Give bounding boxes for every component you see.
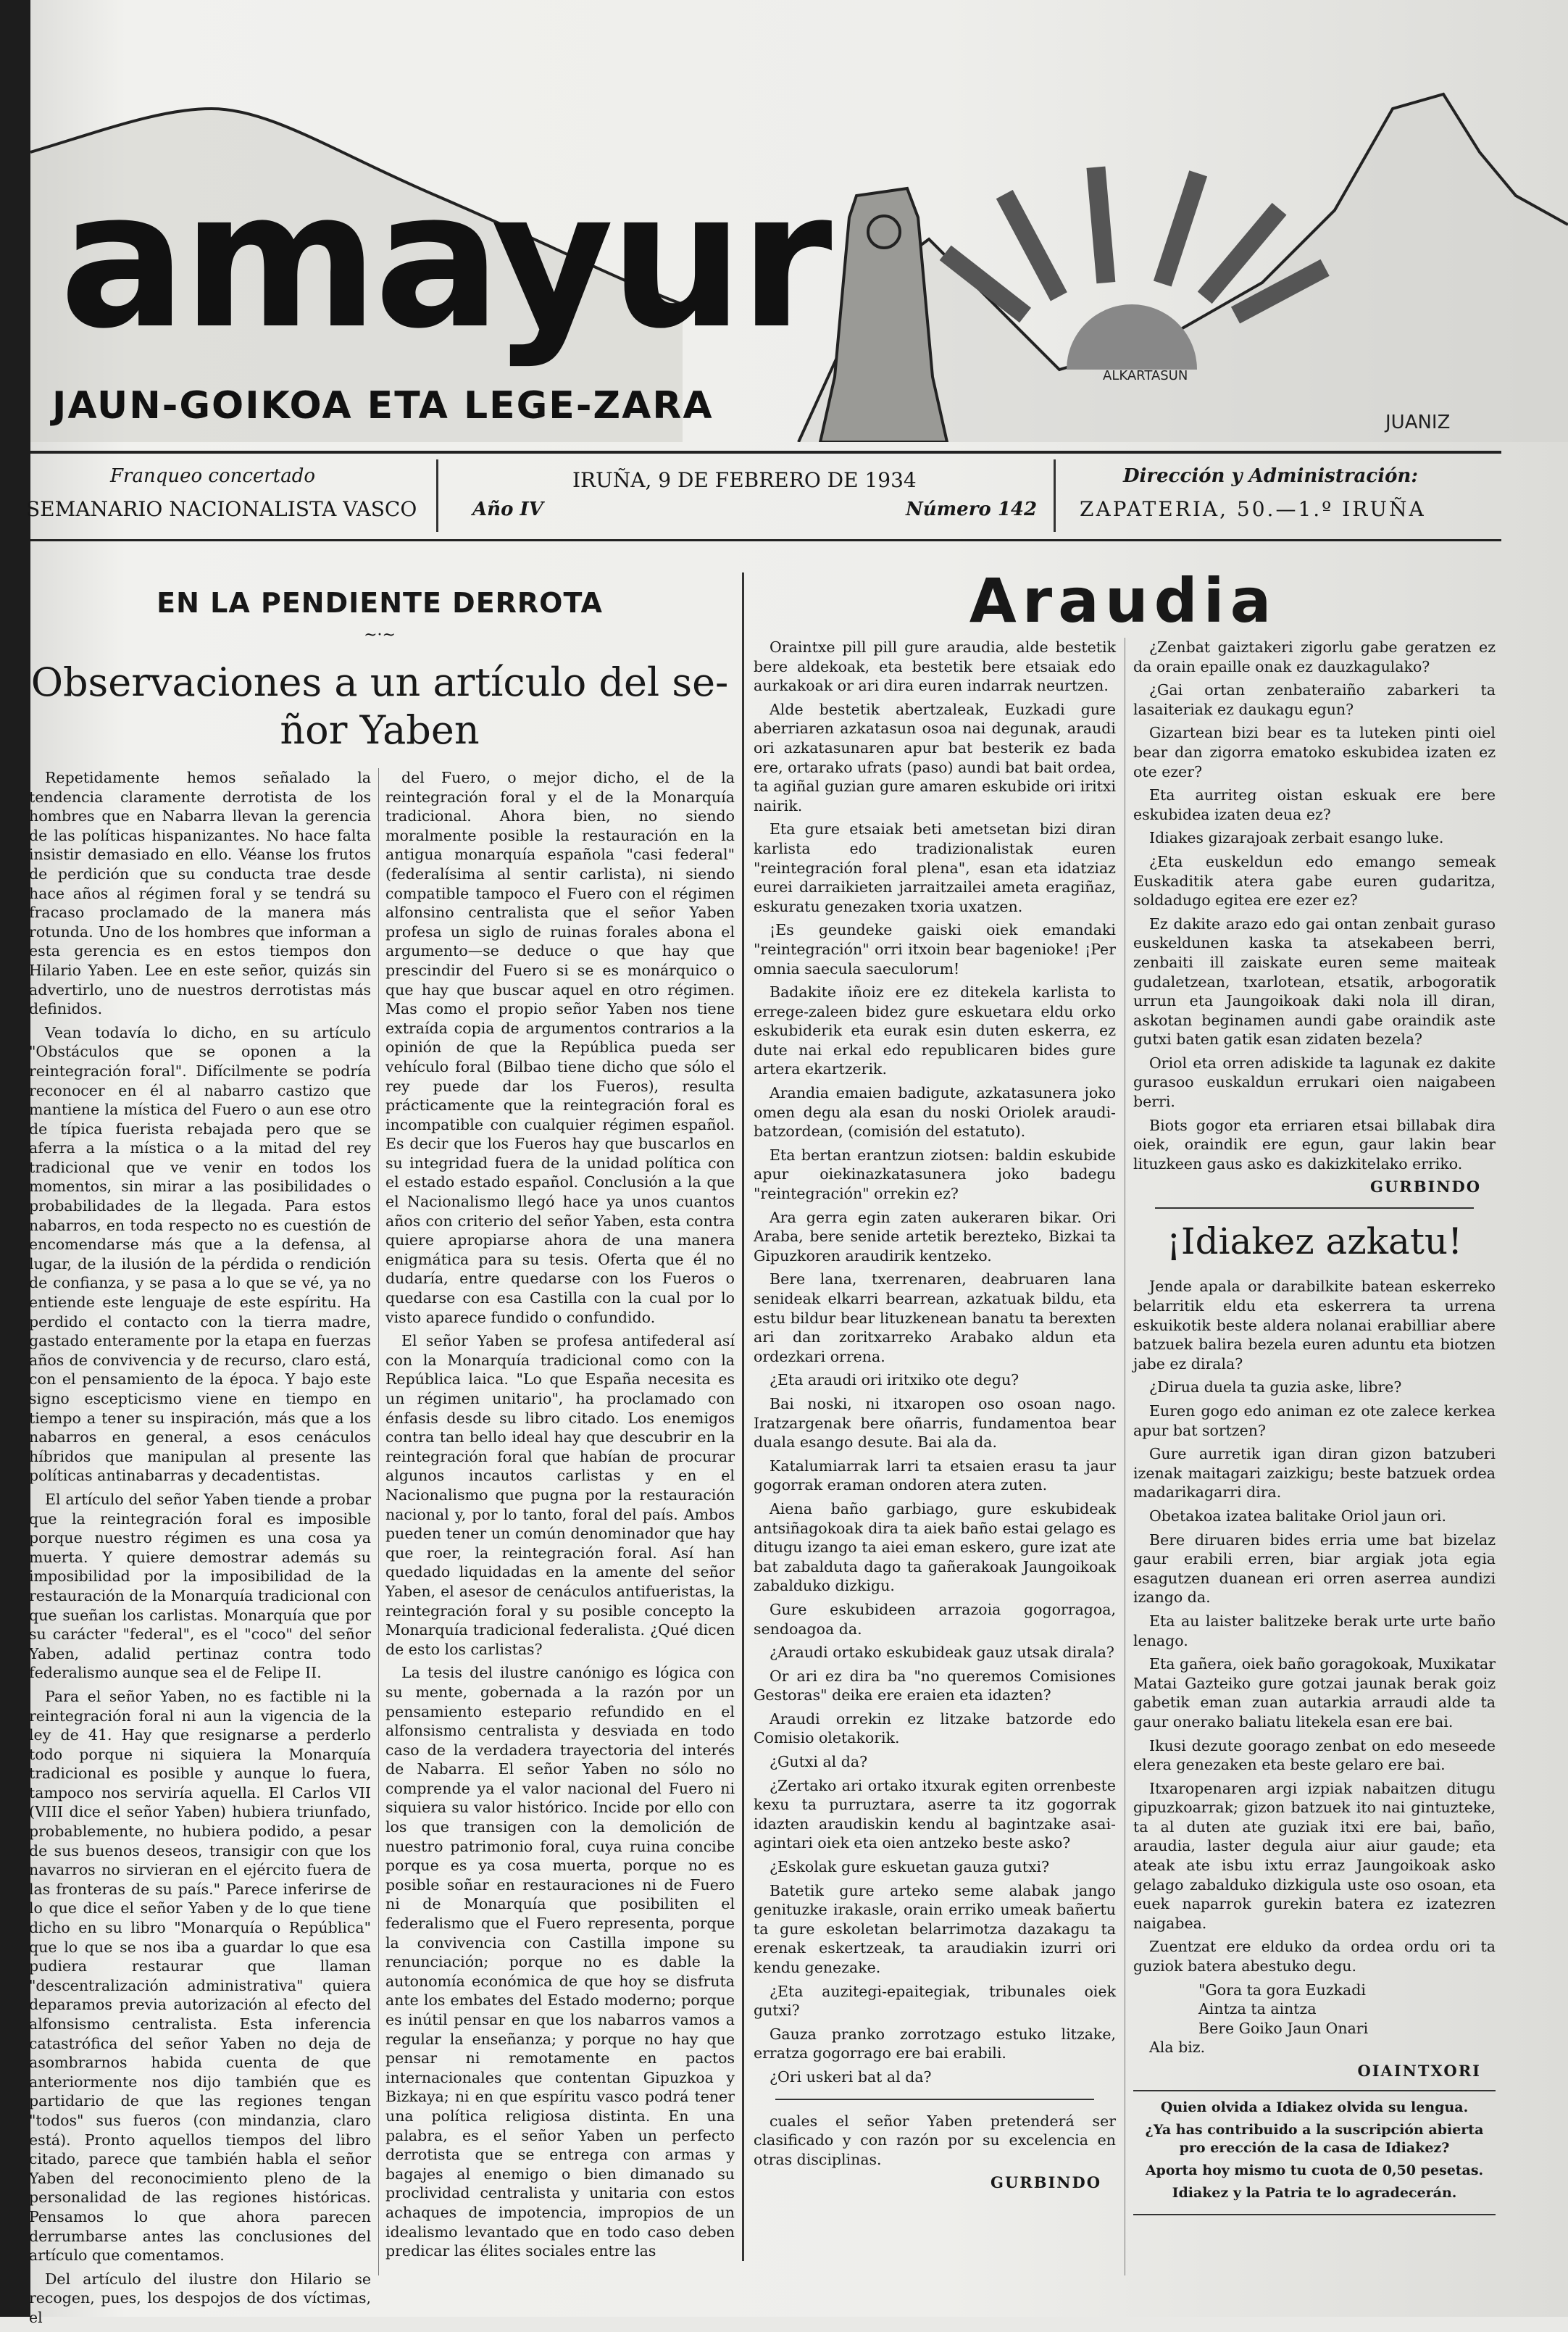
paragraph: Repetidamente hemos señalado la tendencia claramente derrotista de los hombres que en Nabarra llevan la gerencia de las políticas hispanizantes. No hace falta insistir demasiado en ello. Véanse los frutos de perdición que su conducta trae desde hace años al régimen foral y se tendrá su fracaso proclamado de la manera más rotunda. Uno de los hombres que informan a esta gerencia es en estos tiempos don Hilario Yaben. Lee en este señor, quizás sin advertirlo, uno de nuestros derrotistas más definidos. [29, 769, 371, 1018]
divider [775, 2099, 1094, 2100]
admin-address: ZAPATERIA, 50.—1.º IRUÑA [1080, 497, 1426, 521]
sun-disc [1067, 304, 1197, 370]
paragraph: Eta gañera, oiek baño goragokoak, Muxikatar Matai Gazteiko gure gotzai jaunak berak goiz gabetik eman zuan autarkia arraudi alde ta gaur onerako baliatu litekela esan ere bai. [1133, 1655, 1496, 1731]
paragraph: ¿Dirua duela ta guzia aske, libre? [1149, 1378, 1402, 1396]
paragraph: Oriol eta orren adiskide ta lagunak ez dakite gurasoo euskaldun errukari oien naigabeen berri. [1133, 1054, 1496, 1111]
paragraph: Para el señor Yaben, no es factible ni la reintegración foral ni aun la vigencia de la ley de 41. Hay que resignarse a perderlo todo porque ni siquiera la Monarquía tradicional es posible y aunque lo fuera, tampoco nos serviría aquella. El Carlos VII (VIII dice el señor Yaben) hubiera triunfado, probablemente, no hubiera podido, a pesar de sus buenos deseos, transigir con que los navarros no sirvieran en el ejército fuera de las fronteras de su país." Parece inferirse de lo que dice el señor Yaben y de lo que tiene dicho en su libro "Monarquía o República" que lo que se nos iba a guardar lo que esa pudiera restaurar que llaman "descentralización administrativa" quiera deparamos previa autorización al efecto del alfonsismo centralista. Esta inferencia catastrófica del señor Yaben no deja de asombrarnos habida cuenta de que anteriormente nos dijo también que es partidario de que las regiones tengan "todos" sus fueros (con mindanzia, claro está). Pronto aquellos tiempos del libro citado, parece que también habla el señor Yaben del reconocimiento pleno de la personalidad de las regiones históricas. Pensamos lo que ahora parecen derrumbarse antes las conclusiones del artículo que comentamos. [29, 1687, 371, 2265]
article-title-line: ñor Yaben [280, 707, 480, 753]
paragraph: ¿Eskolak gure eskuetan gauza gutxi? [770, 1858, 1050, 1876]
paragraph: Gure aurretik igan diran gizon batzuberi izenak maitagari zaizkigu; beste batzuek ordea madarikagarri dira. [1133, 1445, 1496, 1502]
paragraph: ¿Eta araudi ori iritxiko ote degu? [770, 1371, 1019, 1389]
paragraph: ¿Eta auzitegi-epaitegiak, tribunales oiek gutxi? [754, 1982, 1116, 2020]
newspaper-motto: JAUN-GOIKOA ETA LEGE-ZARA [52, 384, 714, 428]
monument [820, 188, 947, 442]
paragraph: ¿Araudi ortako eskubideak gauz utsak dirala? [770, 1644, 1114, 1662]
sun-rays [940, 167, 1330, 324]
article-signature: OIAINTXORI [1357, 2062, 1481, 2080]
article-continuation: cuales el señor Yaben pretenderá ser clasificado y con razón por su excelencia en otras disciplinas. [754, 2112, 1116, 2168]
paragraph: Aiena baño garbiago, gure eskubideak antsiñagokoak dira ta aiek baño estai gelago es ditugu izango ta aiei eman eskero, gure izat ate bat zabalduta dago ta gañerakoak Jaungoikoak zabalduko dizkigu. [754, 1499, 1116, 1595]
paragraph: Gizartean bizi bear es ta luteken pinti oiel bear dan zigorra ematoko eskubidea izaten ez ote ezer? [1133, 724, 1496, 780]
paragraph: ¿Eta euskeldun edo emango semeak Euskaditik atera gabe euren gudaritza, soldadugo egitea ere ezer ez? [1133, 852, 1496, 909]
paragraph: ¿Gutxi al da? [770, 1753, 868, 1771]
article-title: Araudia [969, 565, 1277, 636]
column-rule [742, 572, 744, 2261]
poem-line: Bere Goiko Jaun Onari [1198, 2019, 1369, 2037]
paragraph: Itxaropenaren argi izpiak nabaitzen ditugu gipuzkoarrak; gizon batzuek ito nai gintuzteke, ta al duten ate guziak itxi ere bai, baño, araudia, laster degula aiur aiur gaude; eta ateak ate isbu ixtu erraz Jaungoikoak asko gelago zabalduko dizkigula uste oso osoan, eta euek naparrok gurekin batera ez izatezren naigabea. [1133, 1779, 1496, 1932]
illustrator-signature: JUANIZ [1385, 412, 1451, 433]
paragraph: Bai noski, ni itxaropen oso osoan nago. Iratzargenak bere oñarris, fundamentoa bear duala esango desute. Bai ala da. [754, 1394, 1116, 1452]
paragraph: Batetik gure arteko seme alabak jango genituzke irakasle, orain erriko umeak bañertu ta gure eskoletan belarrimotza dazakagu ta erenak eskertzeak, ta araudiakin izurri ori kendu genezake. [754, 1881, 1116, 1976]
paragraph: ¿Zenbat gaiztakeri zigorlu gabe geratzen ez da orain epaille onak ez dauzkagulako? [1133, 638, 1496, 675]
paragraph: Del artículo del ilustre don Hilario se recogen, pues, los despojos de dos víctimas, el [29, 2270, 371, 2326]
info-divider [436, 459, 438, 532]
paragraph: Katalumiarrak larri ta etsaien erasu ta jaur gogorrak eraman ondoren atera zuten. [754, 1457, 1116, 1494]
postage-note: Franqueo concertado [110, 465, 315, 487]
article-observaciones-column-1 [29, 768, 371, 2332]
paragraph: Euren gogo edo animan ez ote zalece kerkea apur bat sortzen? [1133, 1402, 1496, 1439]
subscription-notice [1133, 2090, 1496, 2215]
notice-line: ¿Ya has contribuido a la suscripción abierta pro erección de la casa de Idiakez? [1145, 2122, 1484, 2156]
paragraph: ¿Gai ortan zenbateraiño zabarkeri ta lasaiteriak ez daukagu egun? [1133, 681, 1496, 718]
article-araudia-column-2 [1133, 638, 1496, 2215]
paragraph: Ara gerra egin zaten aukeraren bikar. Ori Araba, bere senide artetik berezteko, Bizkai ta Gipuzkoren araudirik kentzeko. [754, 1208, 1116, 1265]
paragraph: Zuentzat ere elduko da ordea ordu ori ta guziok batera abestuko degu. [1133, 1938, 1496, 1975]
paragraph: Alde bestetik abertzaleak, Euzkadi gure aberriaren azkatasun osoa nai degunak, araudi ori azkatasunaren apur bat besterik ez bada ere, ortarako ufrats (paso) aundi bat bait ordea, ta agiñal guzian gure amaren eskubide ori iritxi nairik. [754, 700, 1116, 815]
paragraph: Biots gogor eta erriaren etsai billabak dira oiek, oraindik ere egun, gaur lakin bear lituzkeen gaus asko es dakizkitelako erriko. [1133, 1116, 1496, 1173]
article-signature: GURBINDO [991, 2173, 1101, 2192]
article-observaciones-column-2 [385, 768, 735, 2265]
masthead [30, 65, 1568, 442]
year-label: Año IV [472, 499, 543, 520]
paragraph: El señor Yaben se profesa antifederal así con la Monarquía tradicional como con la República laica. "Lo que España necesita es un régimen unitario", ha proclamado con énfasis desde su libro citado. Los enemigos contra tan bello ideal hay que descubrir en la reintegración foral que habían de procurar algunos incautos carlistas y en el Nacionalismo que pugna por la restauración nacional y, por lo tanto, foral del país. Ambos pueden tener un común denominador que hay que roer, la reintegración foral. Así han quedado liquidadas en la amente del señor Yaben, el asesor de cenáculos antifueristas, la reintegración foral y su posible concepto la Monarquía tradicional federalista. ¿Qué dicen de esto los carlistas? [385, 1332, 735, 1658]
issue-number: Número 142 [906, 499, 1038, 520]
paragraph: La tesis del ilustre canónigo es lógica con su mente, gobernada a la razón por un pensamiento estepario refundido en el alfonsismo centralista y desviada en todo caso de la verdadera trayectoria del interés de Nabarra. El señor Yaben no sólo no comprende ya el valor nacional del Fuero ni siquiera su valor histórico. Incide por ello con los que transigen con la demolición de nuestro patrimonio foral, cuya ruina concibe porque es ya cosa muerta, porque no es posible soñar en restauraciones ni de Fuero ni de Monarquía que posibiliten el federalismo que el Fuero representa, porque la convivencia con Castilla impone su renunciación; porque no es dable la autonomía económica de que hoy se disfruta ante los embates del Estado moderno; porque es inútil pensar en que los nabarros vamos a regular la enseñanza; y porque no hay que pensar ni remotamente en pactos internacionales que contentan Gipuzkoa y Bizkaya; ni en que espíritu vasco podrá tener una política religiosa distinta. En una palabra, es el señor Yaben un perfecto derrotista que se entrega con armas y bagajes al enemigo o bien dimanado su proclividad centralista y unitaria con estos achaques de impotencia, impropios de un idealismo levantado que en todo caso deben predicar las élites sociales entre las [385, 1664, 735, 2260]
paragraph: Arandia emaien badigute, azkatasunera joko omen degu ala esan du noski Oriolek araudi-batzordean, (comisión del estatuto). [754, 1084, 1116, 1141]
paragraph: ¿Ori uskeri bat al da? [770, 2067, 932, 2086]
poem-end: Ala biz. [1149, 2039, 1206, 2057]
article-title [29, 659, 730, 754]
paragraph: Vean todavía lo dicho, en su artículo "Obstáculos que se oponen a la reintegración foral". Difícilmente se podría reconocer en él al nabarro castizo que mantiene la mística del Fuero o aun ese otro de típica fuerista rebajada pero que se aferra a la mística o a la mitad del rey tradicional que ve venir en todos los momentos, sin mirar a las posibilidades o probabilidades de la llegada. Para estos nabarros, en toda respecto no es cuestión de encomendarse más que a la defensa, al lugar, de la ilusión de la pérdida o rendición de confianza, y se pasa a lo que se vé, ya no entiende este lenguaje de este espíritu. Ha perdido el contacto con la tierra madre, gastado enteramente por la etapa en fuerzas años de convivencia y de recurso, claro está, con el pensamiento de la época. Y bajo este signo escepticismo viene en tiempo en tiempo a tener su inspiración, más que a los nabarros en general, a esos cenáculos híbridos que manipulan al presente las políticas antinabarras y decadentistas. [29, 1023, 371, 1485]
paragraph: Ez dakite arazo edo gai ontan zenbait guraso euskeldunen kaska ta atsekabeen berri, zenbaiti ill zaiskate euren seme maiteak gudaletzean, txarlotean, etsatik, arbogoratik urrun eta Jaungoikoak daki nola ill diran, askotan beginamen aundi gabe oraindik aste gutxi baten gatik esan zidaten bezela? [1133, 915, 1496, 1049]
paragraph: ¿Zertako ari ortako itxurak egiten orrenbeste kexu ta purruztara, aserre ta itz gogorrak idazten araudiskin kendu al bagintzake asai-agintari oiek eta oien antzeko beste asko? [754, 1776, 1116, 1852]
paragraph: del Fuero, o mejor dicho, el de la reintegración foral y el de la Monarquía tradicional. Ahora bien, no siendo moralmente posible la restauración en la antigua monarquía española "casi federal" (federalísima al sentir carlista), ni siendo compatible tampoco el Fuero con el régimen alfonsino centralista que el señor Yaben profesa un siglo de ruinas forales abona el argumento—se deduce o que hay que prescindir del Fuero si se es monárquico o que hay que buscar aquel en otro régimen. Mas como el propio señor Yaben nos tiene extraída copia de argumentos contrarios a la opinión de que la República pueda ser vehículo foral (Bilbao tiene dicho que sólo el rey puede dar los Fueros), resulta prácticamente que la reintegración foral es incompatible con cualquier régimen español. Es decir que los Fueros hay que buscarlos en su integridad fuera de la unidad política con el estado estado español. Conclusión a la que el Nacionalismo llegó hace ya unos cuantos años con criterio del señor Yaben, esta contra quiere apropiarse ahora de una manera enigmática para su tesis. Oferta que él no dudaría, entre quedarse con los Fueros o quedarse con esa Castilla con la cual por lo visto aparece fundido o confundido. [385, 769, 735, 1326]
article-observaciones-header [29, 558, 730, 770]
paragraph: Eta gure etsaiak beti ametsetan bizi diran karlista edo tradizionalistak euren "reintegración foral plena", esan eta idatziaz eurei darraikieten jarraitzailei ameta eragiñaz, eskuratu genezaken txoria uxatzen. [754, 820, 1116, 915]
ornament: ~·~ [364, 626, 396, 644]
paragraph: Bere diruaren bides erria ume bat bizelaz gaur erabili erren, biar argiak jota egia esagutzen duanean eri orren aserrea aundizi izango da. [1133, 1531, 1496, 1607]
column-rule [378, 768, 379, 2275]
paragraph: Or ari ez dira ba "no queremos Comisiones Gestoras" deika ere eraien eta idazten? [754, 1667, 1116, 1704]
paragraph: Bere lana, txerrenaren, deabruaren lana senideak elkarri bearrean, azkatuak bildu, eta estu bildur bear lituzkenean banatu ta berexten ari dan zoritxarreko Arabako aldun eta ordezkari orrena. [754, 1270, 1116, 1365]
issue-info-bar [26, 451, 1501, 541]
paragraph: ¡Es geundeke gaiski oiek emandaki "reintegración" orri itxoin bear bagenioke! ¡Per omnia saecula saeculorum! [754, 921, 1116, 978]
poem-line: Aintza ta aintza [1198, 2000, 1317, 2018]
paragraph: Gure eskubideen arrazoia gogorragoa, sendoagoa da. [754, 1600, 1116, 1638]
article-araudia-column-1 [754, 638, 1116, 2199]
paragraph: Eta bertan erantzun ziotsen: baldin eskubide apur oiekinazkatasunera joko badegu "reintegración" orrekin ez? [754, 1146, 1116, 1203]
paragraph: Gauza pranko zorrotzago estuko litzake, erratza gogorrago ere bai erabili. [754, 2025, 1116, 2062]
paragraph: El artículo del señor Yaben tiende a probar que la reintegración foral es imposible porque nuestro régimen es una cosa ya muerta. Y quiere demostrar además su imposibilidad por la imposibilidad de la restauración de la Monarquía tradicional con que sueñan los carlistas. Monarquía que por su carácter "federal", es el "coco" del señor Yaben, adalid pertinaz contra todo federalismo aunque sea el de Felipe II. [29, 1490, 371, 1682]
poem [1133, 1981, 1496, 2039]
poem-line: "Gora ta gora Euzkadi [1198, 1981, 1366, 1999]
issue-date: IRUÑA, 9 DE FEBRERO DE 1934 [572, 468, 917, 492]
paragraph: Oraintxe pill pill gure araudia, alde bestetik bere aldekoak, eta bestetik bere etsaiak edo aurkakoak or ari dira euren indarrak neurtzen. [754, 638, 1116, 695]
paragraph: Badakite iñoiz ere ez ditekela karlista to errege-zaleen bidez gure eskuetara eldu orko eskubiderik eta eurak esin duten eskerra, ez dute nai erkal edo republicaren bides gure artera ekartzerik. [754, 983, 1116, 1078]
paragraph: Eta aurriteg oistan eskuak ere bere eskubidea izaten deua ez? [1133, 786, 1496, 823]
notice-line: Idiakez y la Patria te lo agradecerán. [1172, 2185, 1457, 2201]
notice-line: Aporta hoy mismo tu cuota de 0,50 pesetas. [1145, 2162, 1484, 2178]
article-kicker: EN LA PENDIENTE DERROTA [157, 587, 603, 619]
divider [1155, 1207, 1474, 1209]
paragraph: Ikusi dezute goorago zenbat on edo meseede elera genezaken eta beste gelaro ere bai. [1133, 1736, 1496, 1774]
paragraph: Jende apala or darabilkite batean eskerreko belarritik eldu eta eskerrera ta urrena eskuikotik beste aldera nolanai erabilliar abere batzuek balira bezela euren aduntu eta biotzen jabe ez dirala? [1133, 1278, 1496, 1373]
paragraph: Obetakoa izatea balitake Oriol jaun ori. [1149, 1507, 1446, 1525]
paragraph: Idiakes gizarajoak zerbait esango luke. [1149, 829, 1444, 847]
sun-inscription: ALKARTASUN [1103, 368, 1188, 383]
article-idiakez-title: ¡Idiakez azkatu! [1166, 1220, 1463, 1263]
article-signature: GURBINDO [1370, 1178, 1481, 1196]
admin-label: Dirección y Administración: [1123, 465, 1418, 487]
article-title-line: Observaciones a un artículo del se- [30, 659, 729, 705]
newspaper-title: amayur [59, 151, 828, 370]
content-area [0, 558, 1568, 2326]
paragraph: Eta au laister balitzeke berak urte urte baño lenago. [1133, 1612, 1496, 1649]
paragraph: Araudi orrekin ez litzake batzorde edo Comisio oletakorik. [754, 1710, 1116, 1747]
newspaper-subtitle: SEMANARIO NACIONALISTA VASCO [26, 497, 417, 521]
notice-line: Quien olvida a Idiakez olvida su lengua. [1160, 2099, 1469, 2115]
info-divider [1054, 459, 1056, 532]
